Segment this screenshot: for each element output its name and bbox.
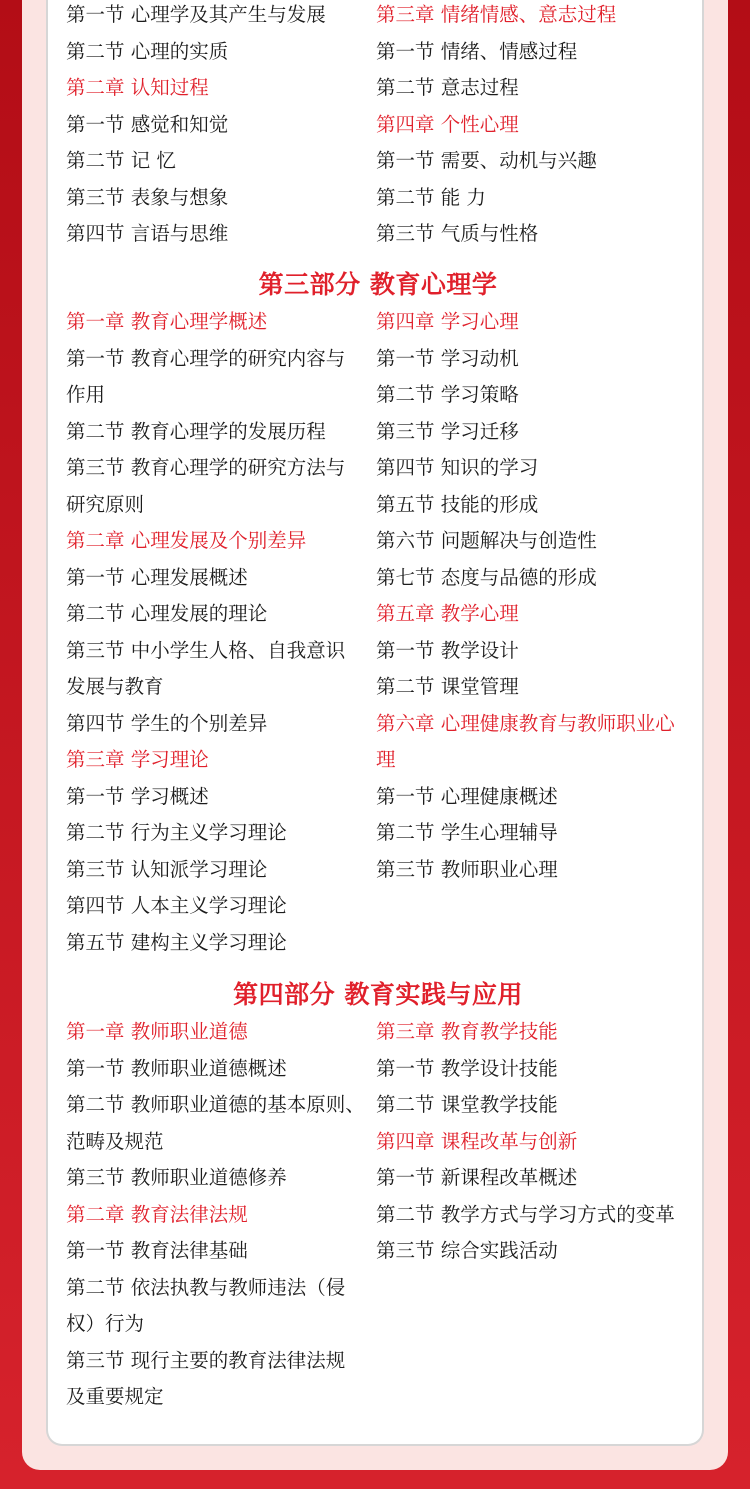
section-entry: 第二节 课堂教学技能 xyxy=(376,1093,558,1116)
section-entry: 第一节 心理学及其产生与发展 xyxy=(66,3,326,26)
chapter-heading: 第二章 教育法律法规 xyxy=(66,1202,248,1226)
section-entry: 第三节 认知派学习理论 xyxy=(66,857,268,881)
section-entry: 第一节 教育法律基础 xyxy=(66,1239,248,1262)
section-entry: 第二节 学习策略 xyxy=(376,383,519,406)
section-entry: 第二节 能 力 xyxy=(376,185,486,209)
section-entry: 第三节 现行主要的教育法律法规 xyxy=(66,1348,346,1372)
chapter-heading: 第二章 心理发展及个别差异 xyxy=(66,529,307,552)
right-column xyxy=(376,0,696,253)
section-entry: 第一节 感觉和知觉 xyxy=(66,112,229,136)
left-column xyxy=(66,304,376,961)
section-entry: 第六节 问题解决与创造性 xyxy=(376,529,597,552)
section-entry: 第五节 技能的形成 xyxy=(376,492,539,516)
chapter-heading: 第四章 课程改革与创新 xyxy=(376,1129,578,1153)
section-entry: 第一节 教学设计技能 xyxy=(376,1056,558,1080)
section-part-two-continued xyxy=(66,0,696,253)
chapter-heading: 第五章 教学心理 xyxy=(376,602,519,625)
section-entry: 及重要规定 xyxy=(66,1385,164,1408)
section-entry: 第一节 心理发展概述 xyxy=(66,565,248,589)
chapter-heading: 第二章 认知过程 xyxy=(66,76,209,99)
section-entry: 第四节 学生的个别差异 xyxy=(66,711,268,735)
section-entry: 第三节 表象与想象 xyxy=(66,185,229,209)
chapter-heading: 第一章 教师职业道德 xyxy=(66,1020,248,1043)
section-entry: 第三节 综合实践活动 xyxy=(376,1239,558,1262)
section-part-four xyxy=(66,978,696,1416)
section-entry: 第一节 教学设计 xyxy=(376,638,519,662)
chapter-heading: 第四章 学习心理 xyxy=(376,310,519,333)
section-entry: 第一节 教师职业道德概述 xyxy=(66,1056,287,1080)
section-entry: 权）行为 xyxy=(66,1312,145,1335)
section-entry: 第三节 教师职业心理 xyxy=(376,857,558,881)
section-entry: 第二节 行为主义学习理论 xyxy=(66,821,287,844)
chapter-heading: 第四章 个性心理 xyxy=(376,112,519,136)
section-entry: 第一节 需要、动机与兴趣 xyxy=(376,149,597,172)
section-entry: 第二节 心理的实质 xyxy=(66,39,229,63)
right-column xyxy=(376,1014,696,1416)
chapter-heading: 第三章 学习理论 xyxy=(66,748,209,771)
section-entry: 第四节 人本主义学习理论 xyxy=(66,894,287,917)
section-entry: 第二节 依法执教与教师违法（侵 xyxy=(66,1275,346,1299)
section-entry: 第二节 学生心理辅导 xyxy=(376,821,558,844)
right-column xyxy=(376,304,696,961)
section-entry: 发展与教育 xyxy=(66,675,164,698)
section-entry: 第二节 教育心理学的发展历程 xyxy=(66,419,326,443)
chapter-heading: 第三章 情绪情感、意志过程 xyxy=(376,3,617,26)
section-entry: 第一节 教育心理学的研究内容与 xyxy=(66,346,346,370)
chapter-heading: 第六章 心理健康教育与教师职业心 xyxy=(376,711,675,735)
section-entry: 范畴及规范 xyxy=(66,1129,164,1153)
section-entry: 第一节 学习动机 xyxy=(376,346,519,370)
section-entry: 第二节 记 忆 xyxy=(66,149,176,172)
chapter-heading: 第三章 教育教学技能 xyxy=(376,1020,558,1043)
chapter-heading: 理 xyxy=(376,748,396,771)
left-column xyxy=(66,1014,376,1416)
section-entry: 第二节 意志过程 xyxy=(376,76,519,99)
section-entry: 第三节 气质与性格 xyxy=(376,222,539,245)
section-entry: 第四节 言语与思维 xyxy=(66,222,229,245)
section-part-three xyxy=(66,268,696,961)
section-entry: 第四节 知识的学习 xyxy=(376,456,539,479)
section-entry: 第二节 课堂管理 xyxy=(376,675,519,698)
section-entry: 第一节 学习概述 xyxy=(66,784,209,808)
section-entry: 第七节 态度与品德的形成 xyxy=(376,565,597,589)
section-entry: 第五节 建构主义学习理论 xyxy=(66,930,287,954)
left-column xyxy=(66,0,376,253)
section-entry: 第三节 教育心理学的研究方法与 xyxy=(66,456,346,479)
section-entry: 研究原则 xyxy=(66,492,145,516)
section-entry: 第一节 心理健康概述 xyxy=(376,784,558,808)
section-entry: 第三节 教师职业道德修养 xyxy=(66,1166,287,1189)
section-entry: 第一节 情绪、情感过程 xyxy=(376,39,578,63)
section-title: 第三部分 教育心理学 xyxy=(258,270,498,299)
section-entry: 第二节 心理发展的理论 xyxy=(66,602,268,625)
chapter-heading: 第一章 教育心理学概述 xyxy=(66,310,268,333)
section-entry: 第三节 学习迁移 xyxy=(376,419,519,443)
section-entry: 第二节 教学方式与学习方式的变革 xyxy=(376,1202,675,1226)
section-entry: 第三节 中小学生人格、自我意识 xyxy=(66,638,346,662)
section-entry: 第一节 新课程改革概述 xyxy=(376,1166,578,1189)
section-title: 第四部分 教育实践与应用 xyxy=(233,980,523,1009)
section-entry: 第二节 教师职业道德的基本原则、 xyxy=(66,1093,365,1116)
section-entry: 作用 xyxy=(66,383,106,406)
